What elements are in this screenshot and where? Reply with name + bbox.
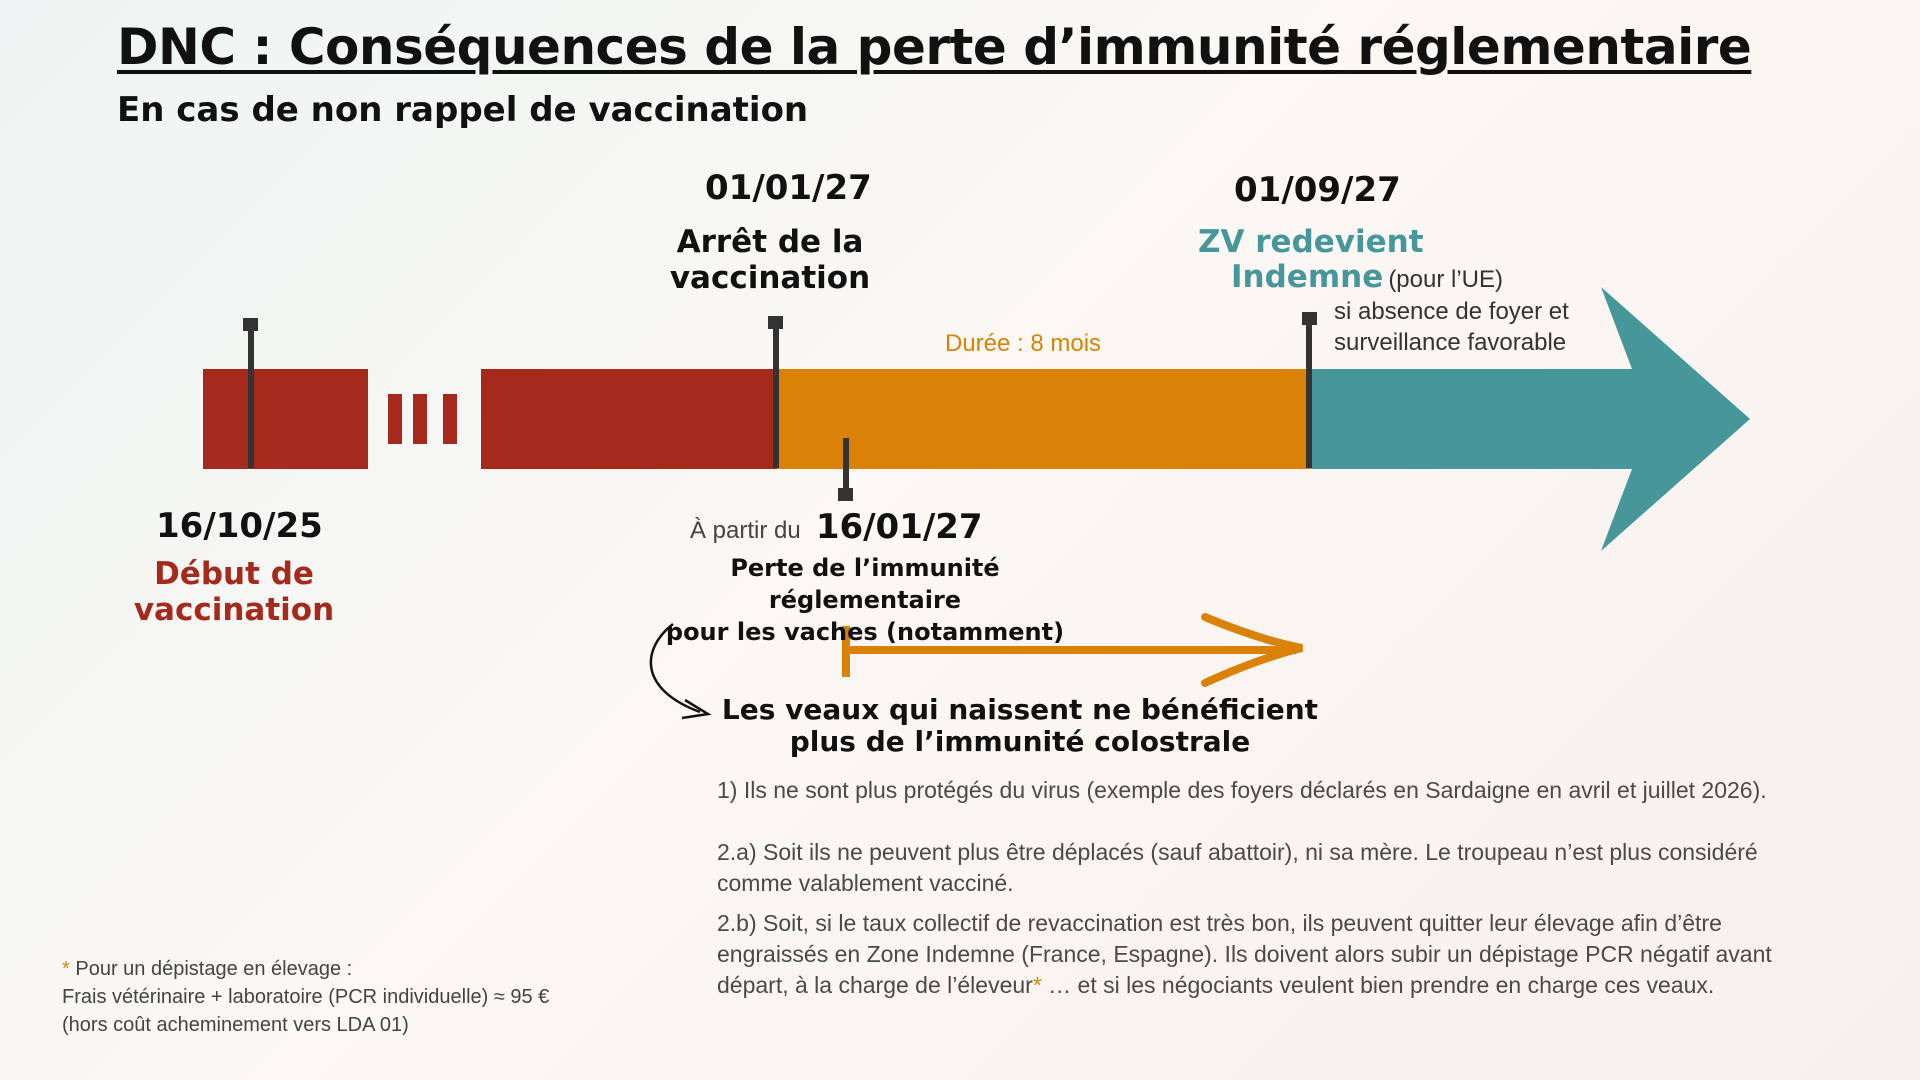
tick-stop <box>773 322 779 468</box>
calves-point-2b-line3-b: … et si les négociants veulent bien prendre en charge ces veaux. <box>1041 972 1715 998</box>
free-label-line1: ZV redevient <box>1198 224 1424 260</box>
loss-date: 16/01/27 <box>815 507 983 547</box>
tick-loss-cap <box>838 488 853 501</box>
tick-stop-cap <box>768 316 783 329</box>
calves-title-line1: Les veaux qui naissent ne bénéficient <box>721 693 1319 726</box>
footnote-line3: (hors coût acheminement vers LDA 01) <box>62 1014 409 1036</box>
calves-title <box>700 694 1340 758</box>
start-label-line2: vaccination <box>133 592 335 628</box>
free-label-line2-wrap <box>1231 259 1503 295</box>
stop-label-line2: vaccination <box>669 260 871 296</box>
timeline-break-mark <box>413 394 427 444</box>
free-condition-line1: si absence de foyer et <box>1334 298 1569 325</box>
loss-label <box>640 552 1090 648</box>
duration-label: Durée : 8 mois <box>945 330 1102 357</box>
footnote-line1: Pour un dépistage en élevage : <box>69 958 353 980</box>
tick-start <box>248 320 254 468</box>
footnote <box>62 955 549 1039</box>
start-label-line1: Début de <box>154 556 314 592</box>
vaccination-bar-segment-2 <box>481 369 777 469</box>
stop-label <box>640 224 900 296</box>
start-label <box>104 556 364 628</box>
tick-start-cap <box>243 318 258 331</box>
tick-free-cap <box>1302 312 1317 325</box>
stop-label-line1: Arrêt de la <box>676 224 864 260</box>
calves-point-1: 1) Ils ne sont plus protégés du virus (exemple des foyers déclarés en Sardaigne en avril et juillet 2026). <box>717 777 1767 803</box>
start-date: 16/10/25 <box>156 506 323 546</box>
loss-label-line2: pour les vaches (notamment) <box>665 618 1065 646</box>
free-condition-line2: surveillance favorable <box>1334 329 1567 356</box>
free-label-line2: Indemne <box>1231 259 1384 295</box>
footnote-star: * <box>62 958 70 980</box>
free-label-note: (pour l’UE) <box>1388 266 1504 293</box>
stop-date: 01/01/27 <box>705 168 872 208</box>
vaccination-bar-segment-1 <box>203 369 368 469</box>
duration-bar <box>777 369 1311 469</box>
tick-free <box>1306 318 1312 468</box>
footnote-line2: Frais vétérinaire + laboratoire (PCR individuelle) ≈ 95 € <box>62 986 550 1008</box>
page-title: DNC : Conséquences de la perte d’immunité réglementaire <box>117 18 1752 76</box>
calves-point-2a <box>717 837 1758 899</box>
calves-point-2a-line1: 2.a) Soit ils ne peuvent plus être déplacés (sauf abattoir), ni sa mère. Le troupeau n’est plus considéré <box>717 839 1758 865</box>
footnote-line1-wrap <box>62 955 549 983</box>
page-subtitle: En cas de non rappel de vaccination <box>117 90 809 130</box>
timeline-break-mark <box>388 394 402 444</box>
loss-label-line1: Perte de l’immunité réglementaire <box>730 554 1000 614</box>
free-date: 01/09/27 <box>1234 170 1401 210</box>
calves-point-2b <box>717 908 1772 1001</box>
calves-title-line2: plus de l’immunité colostrale <box>789 725 1251 758</box>
calves-point-2a-line2: comme valablement vacciné. <box>717 870 1014 896</box>
calves-point-2b-line2: engraissés en Zone Indemne (France, Espagne). Ils doivent alors subir un dépistage PCR négatif avant <box>717 941 1772 967</box>
loss-date-wrap <box>690 507 983 547</box>
footnote-ref-star: * <box>1032 972 1042 998</box>
calves-point-2b-line1: 2.b) Soit, si le taux collectif de revaccination est très bon, ils peuvent quitter leur élevage afin d’être <box>717 910 1722 936</box>
calves-point-2b-line3-a: départ, à la charge de l’éleveur <box>717 972 1033 998</box>
timeline-break-mark <box>443 394 457 444</box>
calves-point-2b-line3 <box>717 970 1772 1001</box>
loss-prefix: À partir du <box>690 517 801 544</box>
free-condition <box>1334 296 1569 358</box>
